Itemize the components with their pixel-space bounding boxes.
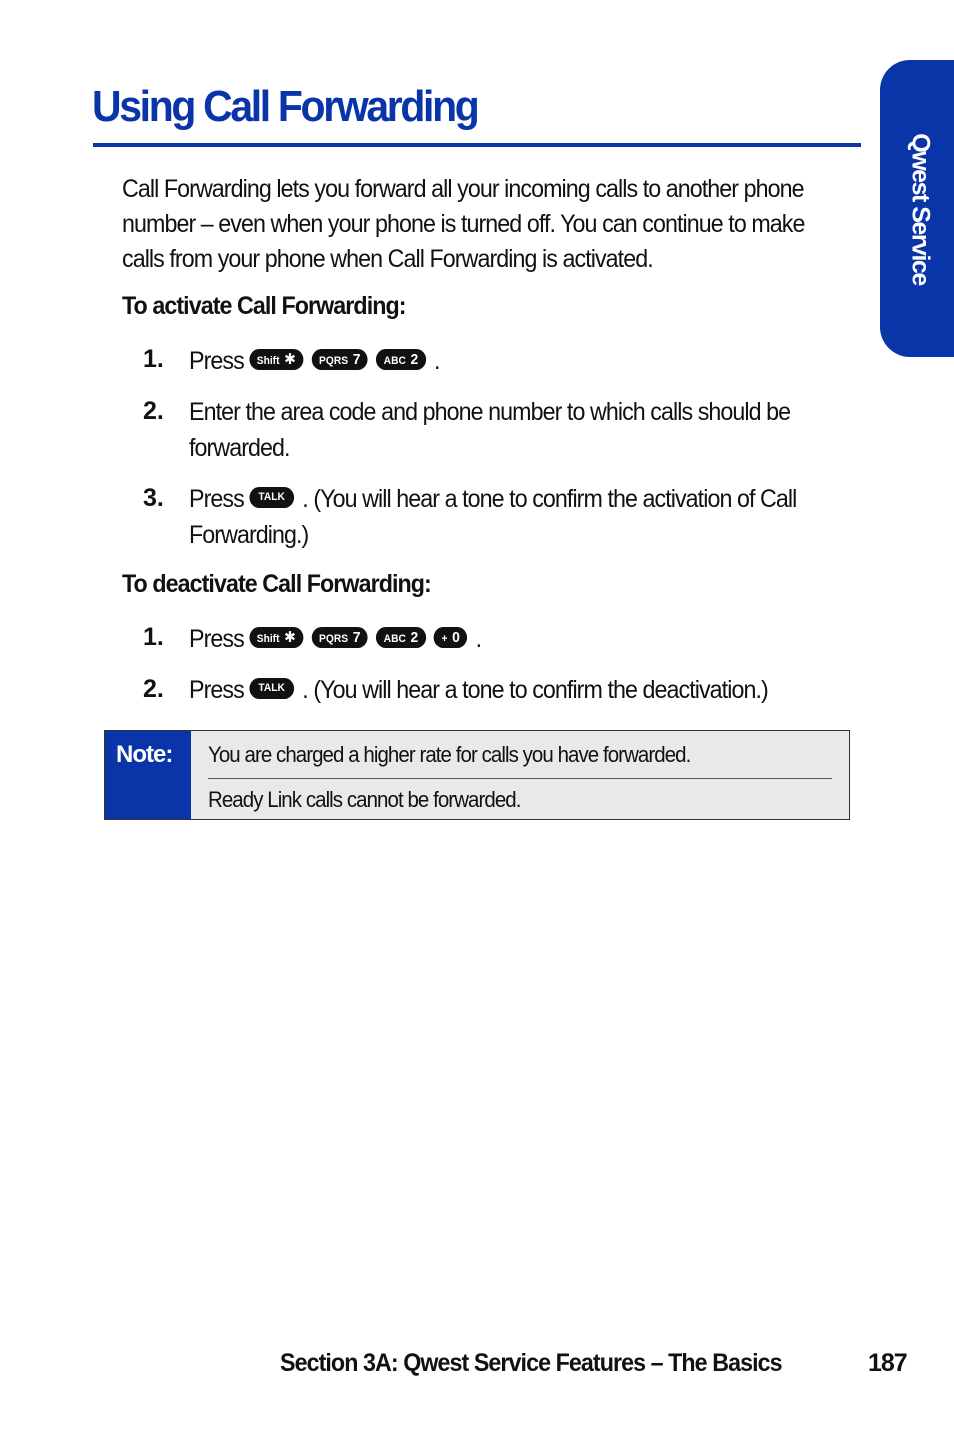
note-line-2: Ready Link calls cannot be forwarded. (208, 787, 521, 812)
activate-heading: To activate Call Forwarding: (122, 292, 406, 320)
abc-2-key-icon: ABC 2 (376, 627, 425, 648)
step-tail: . (475, 625, 482, 653)
note-divider (208, 778, 832, 779)
talk-key-icon: TALK (249, 678, 294, 699)
activate-step-3-number: 3. (143, 484, 164, 512)
press-label: Press (189, 485, 244, 513)
press-label: Press (189, 347, 244, 375)
note-line-1: You are charged a higher rate for calls you have forwarded. (208, 742, 691, 767)
step-tail: . (You will hear a tone to confirm the deactivation.) (302, 676, 768, 704)
activate-step-1 (189, 343, 812, 379)
step-tail: . (You will hear a tone to confirm the activation of Call Forwarding.) (189, 485, 797, 549)
press-label: Press (189, 676, 244, 704)
note-label: Note: (105, 731, 191, 819)
title-rule (93, 143, 861, 147)
activate-step-2: Enter the area code and phone number to which calls should be forwarded. (189, 398, 791, 462)
talk-key-icon: TALK (249, 487, 294, 508)
shift-star-key-icon: Shift ✱ (249, 349, 303, 370)
note-box (104, 730, 850, 820)
abc-2-key-icon: ABC 2 (376, 349, 425, 370)
footer-section-title: Section 3A: Qwest Service Features – The Basics (280, 1349, 782, 1377)
intro-paragraph: Call Forwarding lets you forward all your incoming calls to another phone number – even when your phone is turned off. You can continue to make calls from your phone when Call Forwarding is activated. (122, 175, 805, 273)
plus-0-key-icon: + 0 (434, 627, 467, 648)
section-tab-label: Qwest Service (906, 132, 935, 285)
deactivate-step-1-number: 1. (143, 623, 164, 651)
deactivate-step-1 (189, 621, 812, 657)
deactivate-step-2-number: 2. (143, 675, 164, 703)
section-tab (880, 60, 954, 357)
page-title: Using Call Forwarding (92, 82, 478, 131)
page-number: 187 (868, 1349, 907, 1377)
step-tail: . (434, 347, 440, 375)
activate-step-2-number: 2. (143, 397, 164, 425)
press-label: Press (189, 625, 244, 653)
shift-star-key-icon: Shift ✱ (249, 627, 303, 648)
pqrs-7-key-icon: PQRS 7 (312, 349, 368, 370)
deactivate-step-2 (189, 672, 812, 708)
activate-step-3 (189, 481, 812, 553)
deactivate-heading: To deactivate Call Forwarding: (122, 570, 431, 598)
pqrs-7-key-icon: PQRS 7 (312, 627, 368, 648)
activate-step-1-number: 1. (143, 345, 164, 373)
